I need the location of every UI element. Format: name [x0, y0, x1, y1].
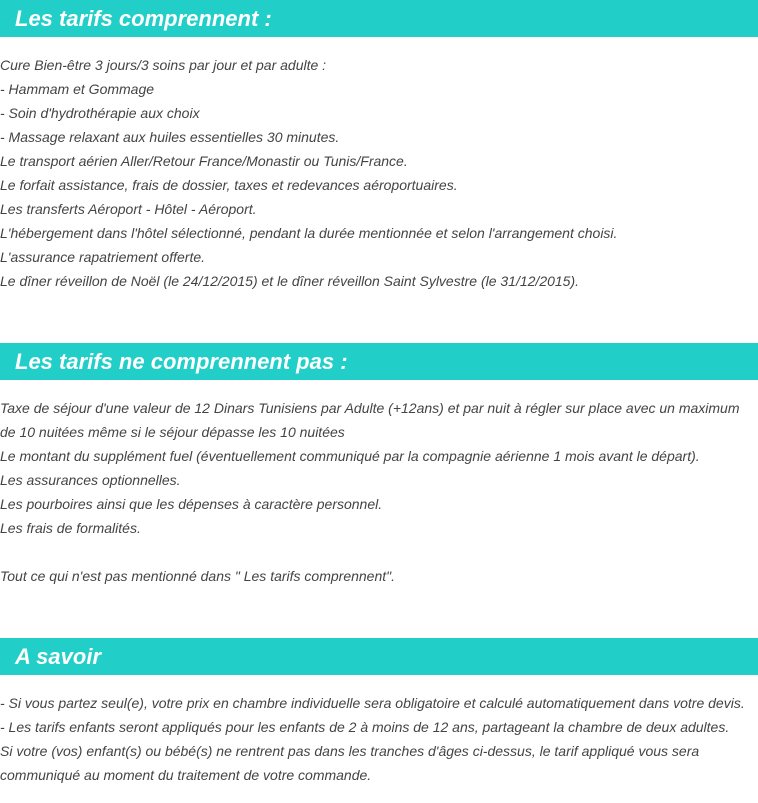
section-header-excluded [0, 343, 758, 380]
list-item: Cure Bien-être 3 jours/3 soins par jour et par adulte : [0, 57, 327, 73]
list-item: Les transferts Aéroport - Hôtel - Aéroport. [0, 201, 257, 217]
list-item: - Soin d'hydrothérapie aux choix [0, 105, 200, 121]
list-item: Les frais de formalités. [0, 520, 141, 536]
list-item: Taxe de séjour d'une valeur de 12 Dinars Tunisiens par Adulte (+12ans) et par nuit à régler sur place avec un maximum de 10 nuitées même si le séjour dépasse les 10 nuitées [0, 400, 740, 440]
list-item: Les pourboires ainsi que les dépenses à caractère personnel. [0, 496, 383, 512]
list-item: L'hébergement dans l'hôtel sélectionné, pendant la durée mentionnée et selon l'arrangement choisi. [0, 225, 618, 241]
list-item: - Massage relaxant aux huiles essentielles 30 minutes. [0, 129, 340, 145]
list-item: Le transport aérien Aller/Retour France/Monastir ou Tunis/France. [0, 153, 408, 169]
section-header-included [0, 0, 758, 37]
list-item: - Si vous partez seul(e), votre prix en chambre individuelle sera obligatoire et calculé automatiquement dans votre devis. [0, 695, 745, 711]
section-title-included: Les tarifs comprennent : [15, 6, 272, 31]
section-title-info: A savoir [15, 644, 102, 669]
list-item: Les assurances optionnelles. [0, 472, 181, 488]
list-item: Le dîner réveillon de Noël (le 24/12/2015) et le dîner réveillon Saint Sylvestre (le 31/12/2015). [0, 273, 580, 289]
section-header-info [0, 638, 758, 675]
list-item: Tout ce qui n'est pas mentionné dans " Les tarifs comprennent". [0, 568, 395, 584]
list-item: Si votre (vos) enfant(s) ou bébé(s) ne rentrent pas dans les tranches d'âges ci-dessus, le tarif appliqué vous sera communiqué au moment du traitement de votre commande. [0, 743, 700, 783]
section-body-info [0, 691, 758, 787]
section-body-included [0, 53, 758, 293]
section-body-excluded [0, 396, 758, 588]
list-item: Le forfait assistance, frais de dossier, taxes et redevances aéroportuaires. [0, 177, 458, 193]
list-item: Le montant du supplément fuel (éventuellement communiqué par la compagnie aérienne 1 mois avant le départ). [0, 448, 700, 464]
list-item: - Hammam et Gommage [0, 81, 155, 97]
list-item: L'assurance rapatriement offerte. [0, 249, 206, 265]
list-item: - Les tarifs enfants seront appliqués pour les enfants de 2 à moins de 12 ans, partageant la chambre de deux adultes. [0, 719, 730, 735]
section-title-excluded: Les tarifs ne comprennent pas : [15, 349, 348, 374]
spacer [0, 540, 758, 564]
